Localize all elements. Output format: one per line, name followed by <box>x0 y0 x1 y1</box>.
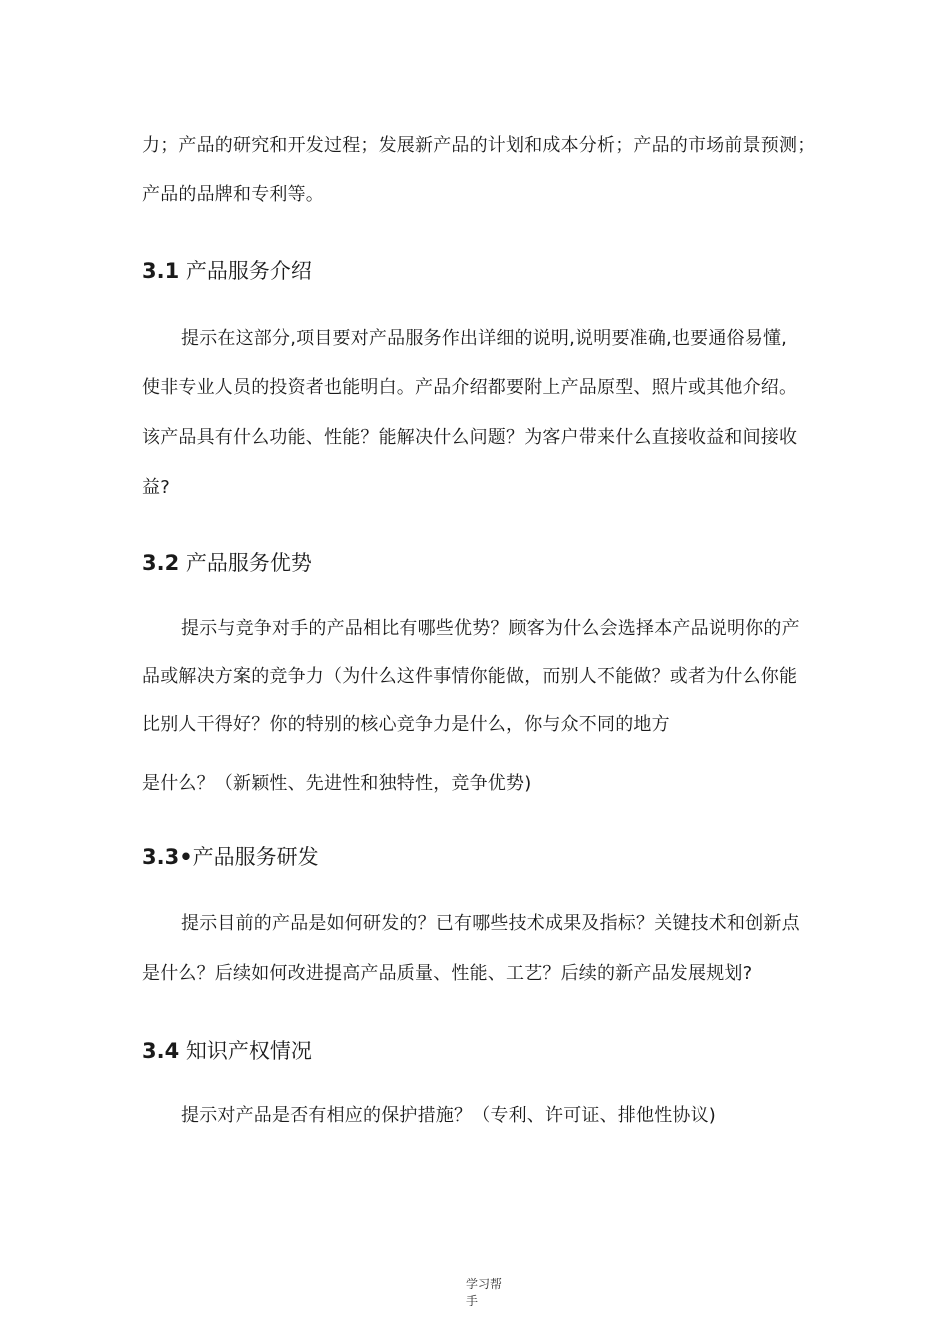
section-text-line: 比别人干得好？你的特别的核心竞争力是什么，你与众不同的地方 <box>142 714 670 735</box>
section-title: 产品服务研发 <box>192 845 319 869</box>
intro-text-line: 力；产品的研究和开发过程；发展新产品的计划和成本分析；产品的市场前景预测； <box>142 135 816 156</box>
section-text-line: 提示目前的产品是如何研发的？已有哪些技术成果及指标？关键技术和创新点 <box>181 913 800 934</box>
section-text-line: 益? <box>142 477 170 498</box>
page-footer <box>466 1276 510 1310</box>
section-text-line: 提示对产品是否有相应的保护措施？（专利、许可证、排他性协议) <box>181 1105 717 1126</box>
section-number: 3.4 <box>142 1039 180 1063</box>
section-text-line: 该产品具有什么功能、性能？能解决什么问题？为客户带来什么直接收益和间接收 <box>142 427 798 448</box>
section-title: 产品服务介绍 <box>185 259 312 283</box>
section-heading-3-4 <box>142 1037 312 1065</box>
section-title: 知识产权情况 <box>185 1039 312 1063</box>
section-number: 3.1 <box>142 259 180 283</box>
section-text-line: 提示与竞争对手的产品相比有哪些优势？顾客为什么会选择本产品说明你的产 <box>181 618 800 639</box>
section-heading-3-2 <box>142 549 312 577</box>
section-heading-3-3 <box>142 843 319 871</box>
section-text-line: 品或解决方案的竞争力（为什么这件事情你能做，而别人不能做？或者为什么你能 <box>142 666 798 687</box>
footer-text-line: 手 <box>466 1294 479 1308</box>
section-text-line: 是什么？后续如何改进提高产品质量、性能、工艺？后续的新产品发展规划? <box>142 963 753 984</box>
section-text-line: 是什么？（新颖性、先进性和独特性，竞争优势) <box>142 773 532 794</box>
section-text-line: 使非专业人员的投资者也能明白。产品介绍都要附上产品原型、照片或其他介绍。 <box>142 377 798 398</box>
section-text-line: 提示在这部分,项目要对产品服务作出详细的说明,说明要准确,也要通俗易懂, <box>181 328 788 349</box>
footer-text-line: 学习帮 <box>466 1277 503 1291</box>
section-number: 3.3• <box>142 845 193 869</box>
section-heading-3-1 <box>142 257 312 285</box>
section-title: 产品服务优势 <box>185 551 312 575</box>
intro-text-line: 产品的品牌和专利等。 <box>142 184 324 205</box>
section-number: 3.2 <box>142 551 180 575</box>
